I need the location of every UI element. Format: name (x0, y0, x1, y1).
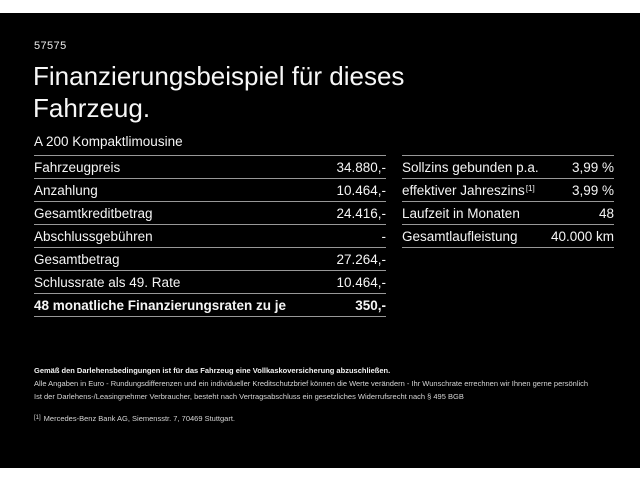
row-label (402, 183, 535, 198)
fine-print (34, 364, 624, 425)
footnote-text: Mercedes-Benz Bank AG, Siemensstr. 7, 70469 Stuttgart. (43, 414, 236, 423)
row-value: 24.416,- (336, 205, 386, 221)
row-value: 3,99 % (571, 159, 614, 175)
footnote-marker: [1] (34, 415, 41, 421)
financing-table (34, 134, 386, 317)
row-value: - (381, 228, 386, 244)
row-label: Schlussrate als 49. Rate (34, 274, 181, 290)
row-label: Gesamtkreditbetrag (34, 205, 153, 221)
row-value: 40.000 km (550, 228, 614, 244)
model-name: A 200 Kompaktlimousine (34, 134, 386, 156)
table-row (34, 271, 386, 294)
fine-print-withdrawal-note: Ist der Darlehens-/Leasingnehmer Verbraucher, besteht nach Vertragsabschluss ein gesetzliches Widerrufsrecht nach § 495 BGB (34, 392, 464, 401)
table-row (34, 179, 386, 202)
row-label: 48 monatliche Finanzierungsraten zu je (34, 297, 287, 313)
fine-print-insurance-note: Gemäß den Darlehensbedingungen ist für das Fahrzeug eine Vollkaskoversicherung abzuschließen. (34, 366, 391, 375)
row-value: 48 (598, 205, 614, 221)
page-title: Finanzierungsbeispiel für dieses Fahrzeug. (33, 61, 405, 123)
table-row (402, 156, 614, 179)
table-row (402, 179, 614, 202)
row-label: Abschlussgebühren (34, 228, 153, 244)
footnote (34, 412, 624, 425)
row-label: Laufzeit in Monaten (402, 205, 520, 221)
table-row (34, 225, 386, 248)
conditions-table (402, 155, 614, 248)
table-row (34, 202, 386, 225)
row-value: 10.464,- (336, 274, 386, 290)
table-row (34, 248, 386, 271)
row-label: Gesamtlaufleistung (402, 228, 518, 244)
table-row-monthly-rate (34, 294, 386, 317)
row-label: Sollzins gebunden p.a. (402, 159, 539, 175)
vehicle-id: 57575 (34, 40, 67, 52)
table-row (402, 225, 614, 248)
table-row (34, 156, 386, 179)
row-value: 27.264,- (336, 251, 386, 267)
fine-print-disclaimer: Alle Angaben in Euro - Rundungsdifferenzen und ein individueller Kreditschutzbrief können die Werte verändern - Ihr Wunschrate errechnen wir Ihnen gerne persönlich (34, 379, 589, 388)
footnote-ref: [1] (525, 183, 535, 193)
financing-example-panel (0, 13, 640, 468)
row-value: 34.880,- (336, 159, 386, 175)
row-value: 3,99 % (571, 182, 614, 198)
row-label-text: effektiver Jahreszins (402, 182, 525, 198)
row-label: Anzahlung (34, 182, 98, 198)
table-row (402, 202, 614, 225)
row-label: Fahrzeugpreis (34, 159, 121, 175)
row-label: Gesamtbetrag (34, 251, 120, 267)
row-value: 10.464,- (336, 182, 386, 198)
row-value: 350,- (355, 297, 386, 313)
